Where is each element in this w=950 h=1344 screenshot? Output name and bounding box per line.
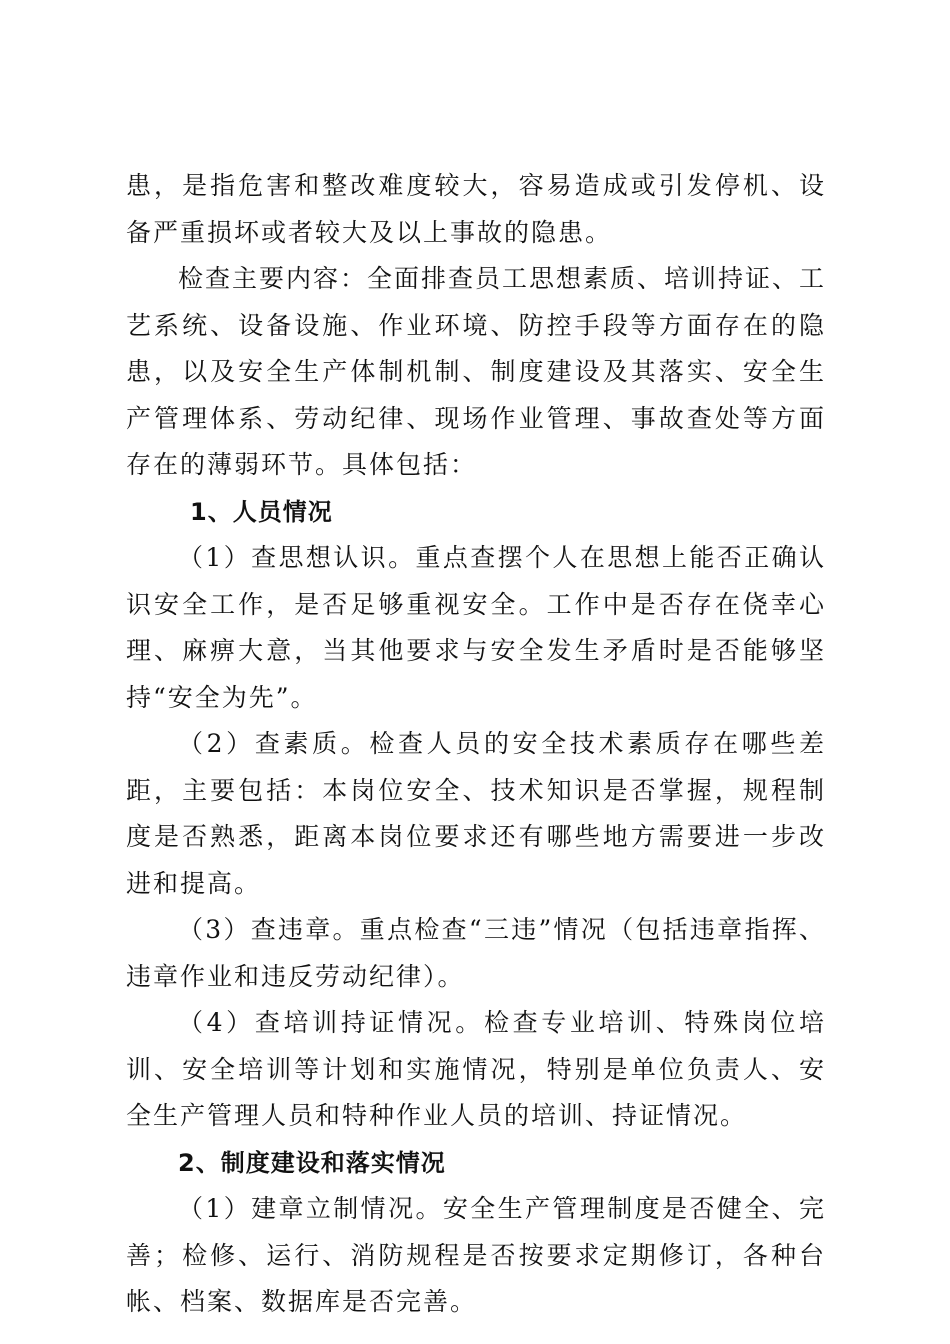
section-heading-personnel: 1、人员情况	[190, 497, 333, 526]
paragraph-item-quality: （2）查素质。检查人员的安全技术素质存在哪些差距，主要包括：本岗位安全、技术知识是否掌握，规程制度是否熟悉，距离本岗位要求还有哪些地方需要进一步改进和提高。	[126, 729, 826, 898]
paragraph-item-ideology: （1）查思想认识。重点查摆个人在思想上能否正确认识安全工作，是否足够重视安全。工作中是否存在侥幸心理、麻痹大意，当其他要求与安全发生矛盾时是否能够坚持“安全为先”。	[126, 543, 826, 712]
document-body	[126, 163, 826, 1326]
paragraph-item-violations: （3）查违章。重点检查“三违”情况（包括违章指挥、违章作业和违反劳动纪律）。	[126, 915, 826, 991]
paragraph-item-rules: （1）建章立制情况。安全生产管理制度是否健全、完善；检修、运行、消防规程是否按要求定期修订，各种台帐、档案、数据库是否完善。	[126, 1194, 826, 1316]
paragraph-item-training: （4）查培训持证情况。检查专业培训、特殊岗位培训、安全培训等计划和实施情况，特别是单位负责人、安全生产管理人员和特种作业人员的培训、持证情况。	[126, 1008, 826, 1130]
paragraph-continuation: 患，是指危害和整改难度较大，容易造成或引发停机、设备严重损坏或者较大及以上事故的隐患。	[126, 171, 826, 247]
section-heading-system-building: 2、制度建设和落实情况	[178, 1148, 446, 1177]
paragraph-inspection-content: 检查主要内容：全面排查员工思想素质、培训持证、工艺系统、设备设施、作业环境、防控手段等方面存在的隐患，以及安全生产体制机制、制度建设及其落实、安全生产管理体系、劳动纪律、现场作业管理、事故查处等方面存在的薄弱环节。具体包括：	[126, 264, 827, 479]
